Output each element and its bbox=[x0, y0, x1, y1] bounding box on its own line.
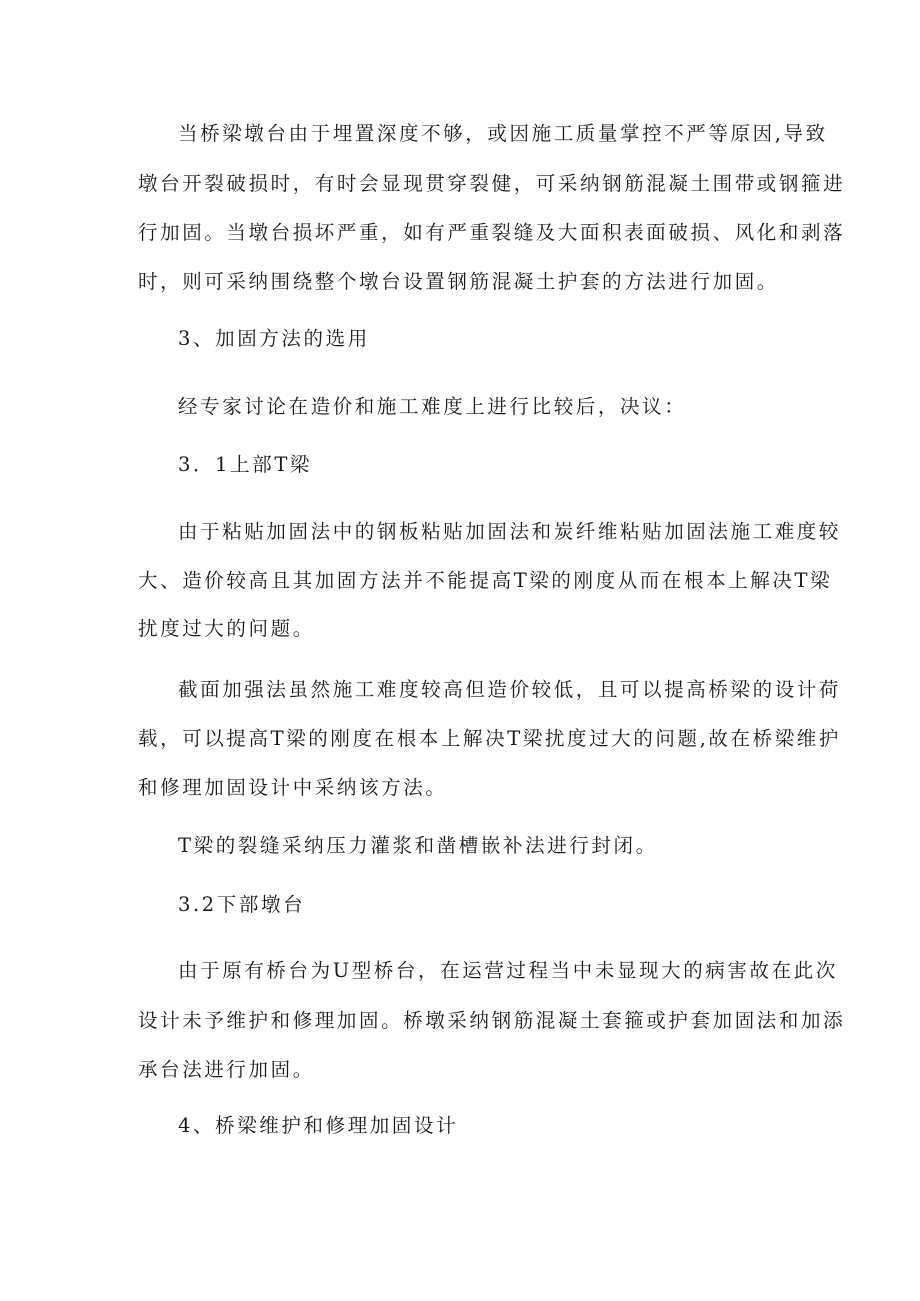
section-heading-3: 3、加固方法的选用 bbox=[178, 327, 370, 350]
paragraph-bonding-method-line-3: 扰度过大的问题。 bbox=[138, 617, 315, 640]
section-heading-3-2: 3.2下部墩台 bbox=[178, 893, 306, 916]
paragraph-section-enlarge-line-2: 载，可以提高T梁的刚度在根本上解决T梁扰度过大的问题,故在桥梁维护 bbox=[138, 727, 842, 750]
paragraph-section-enlarge-line-1: 截面加强法虽然施工难度较高但造价较低，且可以提高桥梁的设计荷 bbox=[178, 678, 842, 701]
paragraph-substructure-line-2: 设计未予维护和修理加固。桥墩采纳钢筋混凝土套箍或护套加固法和加添 bbox=[138, 1009, 846, 1032]
paragraph-substructure-line-1: 由于原有桥台为U型桥台，在运营过程当中未显现大的病害故在此次 bbox=[178, 959, 838, 982]
paragraph-expert-decision: 经专家讨论在造价和施工难度上进行比较后，决议： bbox=[178, 395, 687, 418]
section-heading-3-1: 3．1上部T梁 bbox=[178, 453, 313, 476]
section-heading-4: 4、桥梁维护和修理加固设计 bbox=[178, 1114, 459, 1137]
paragraph-section-enlarge-line-3: 和修理加固设计中采纳该方法。 bbox=[138, 776, 448, 799]
paragraph-pier-damage-line-3: 行加固。当墩台损坏严重，如有严重裂缝及大面积表面破损、风化和剥落 bbox=[138, 221, 846, 244]
paragraph-pier-damage-line-2: 墩台开裂破损时，有时会显现贯穿裂健，可采纳钢筋混凝土围带或钢箍进 bbox=[138, 172, 846, 195]
paragraph-bonding-method-line-2: 大、造价较高且其加固方法并不能提高T梁的刚度从而在根本上解决T梁 bbox=[138, 569, 833, 592]
paragraph-pier-damage-line-4: 时，则可采纳围绕整个墩台设置钢筋混凝土护套的方法进行加固。 bbox=[138, 270, 779, 293]
paragraph-crack-sealing: T梁的裂缝采纳压力灌浆和凿槽嵌补法进行封闭。 bbox=[178, 834, 658, 857]
paragraph-bonding-method-line-1: 由于粘贴加固法中的钢板粘贴加固法和炭纤维粘贴加固法施工难度较 bbox=[178, 520, 842, 543]
paragraph-pier-damage-line-1: 当桥梁墩台由于埋置深度不够，或因施工质量掌控不严等原因,导致 bbox=[178, 122, 828, 145]
paragraph-substructure-line-3: 承台法进行加固。 bbox=[138, 1058, 315, 1081]
